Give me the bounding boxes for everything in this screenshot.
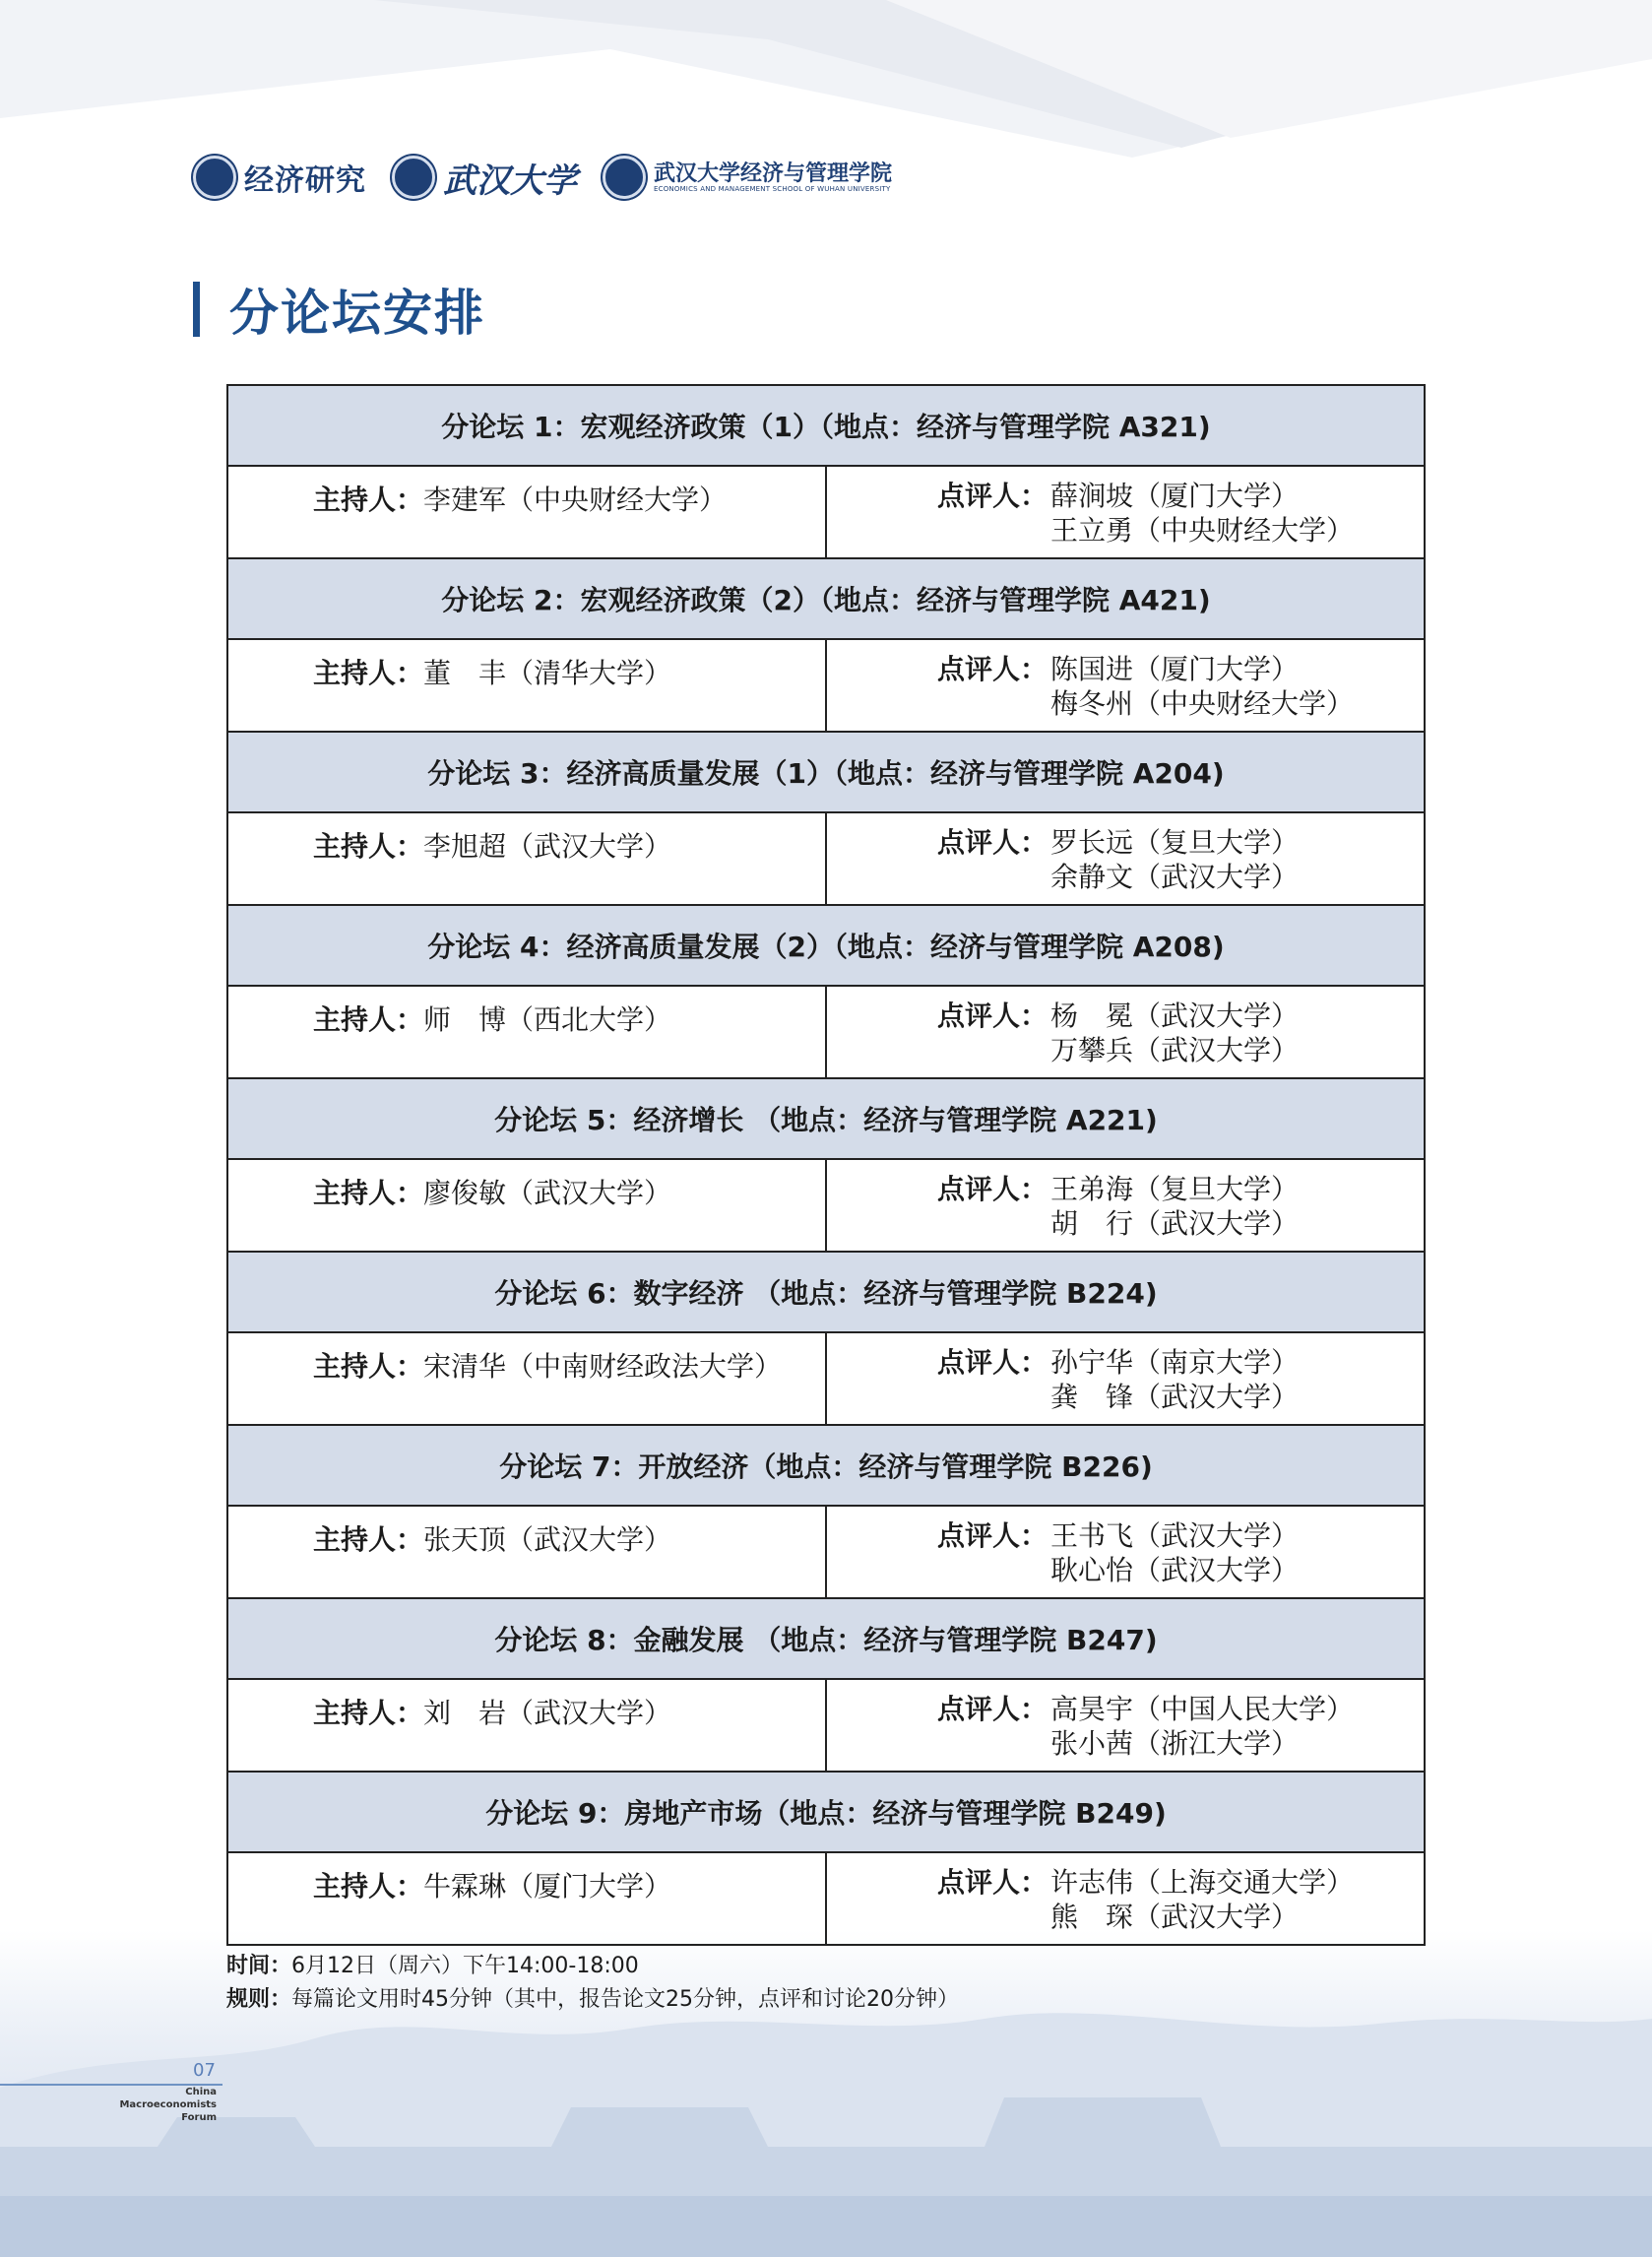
forum-header-row [227, 558, 1425, 639]
host-cell [227, 986, 826, 1078]
reviewer-name: 王立勇（中央财经大学） [1050, 514, 1355, 547]
reviewer-label-spacer [937, 686, 1050, 721]
forum-header-row [227, 385, 1425, 466]
reviewer-name: 王弟海（复旦大学） [1050, 1173, 1300, 1205]
logo3-en-text: ECONOMICS AND MANAGEMENT SCHOOL OF WUHAN UNIVERSITY [654, 185, 891, 193]
reviewer-label: 点评人： [937, 1173, 1048, 1205]
forum-name: China Macroeconomists Forum [119, 2087, 217, 2123]
forum-people-row [227, 466, 1425, 558]
economic-research-logo [193, 156, 366, 199]
seal-icon [603, 156, 646, 199]
reviewer-label-spacer [937, 1033, 1050, 1067]
forum-header-row [227, 732, 1425, 812]
reviewer-label-spacer [937, 860, 1050, 894]
schedule-notes [226, 1950, 959, 2017]
reviewer-name: 余静文（武汉大学） [1050, 861, 1300, 893]
reviewer-label: 点评人： [937, 1866, 1048, 1899]
section-heading [193, 278, 485, 341]
logo3-cn-text: 武汉大学经济与管理学院 [654, 161, 893, 186]
forum-title: 分论坛 4：经济高质量发展（2）（地点：经济与管理学院 A208) [227, 905, 1425, 986]
reviewer-cell [826, 1852, 1425, 1945]
host-label: 主持人： [313, 1177, 424, 1209]
host-cell [227, 1852, 826, 1945]
reviewer-cell [826, 1679, 1425, 1772]
reviewer-cell [826, 812, 1425, 905]
forum-people-row [227, 1332, 1425, 1425]
reviewer-cell [826, 1159, 1425, 1252]
top-decoration [0, 0, 1652, 167]
reviewer-label: 点评人： [937, 826, 1048, 859]
forum-header-row [227, 1252, 1425, 1332]
forum-people-row [227, 1679, 1425, 1772]
host-cell [227, 639, 826, 732]
reviewer-label: 点评人： [937, 1000, 1048, 1032]
forum-header-row [227, 1772, 1425, 1852]
host-name: 李旭超（武汉大学） [423, 830, 672, 863]
host-cell [227, 1679, 826, 1772]
forum-title: 分论坛 2：宏观经济政策（2）（地点：经济与管理学院 A421) [227, 558, 1425, 639]
forum-title: 分论坛 5：经济增长 （地点：经济与管理学院 A221) [227, 1078, 1425, 1159]
host-name: 李建军（中央财经大学） [423, 484, 728, 516]
reviewer-name: 罗长远（复旦大学） [1050, 826, 1300, 859]
rule-note: 规则：每篇论文用时45分钟（其中，报告论文25分钟，点评和讨论20分钟） [226, 1987, 960, 2012]
reviewer-name: 龚 锋（武汉大学） [1050, 1381, 1300, 1413]
forum-header-row [227, 1425, 1425, 1506]
forum-header-row [227, 1078, 1425, 1159]
reviewer-label-spacer [937, 1380, 1050, 1414]
forum-title: 分论坛 3：经济高质量发展（1）（地点：经济与管理学院 A204) [227, 732, 1425, 812]
forum-header-row [227, 1598, 1425, 1679]
reviewer-label-spacer [937, 1553, 1050, 1587]
reviewer-name: 王书飞（武汉大学） [1050, 1519, 1300, 1552]
host-name: 廖俊敏（武汉大学） [423, 1177, 672, 1209]
forum-title: 分论坛 9：房地产市场（地点：经济与管理学院 B249) [227, 1772, 1425, 1852]
reviewer-cell [826, 466, 1425, 558]
reviewer-name: 高昊宇（中国人民大学） [1050, 1693, 1355, 1725]
host-cell [227, 1332, 826, 1425]
host-cell [227, 1506, 826, 1598]
reviewer-name: 薛涧坡（厦门大学） [1050, 480, 1300, 512]
forum-people-row [227, 812, 1425, 905]
time-note: 时间：6月12日（周六）下午14:00-18:00 [226, 1954, 639, 1978]
reviewer-label-spacer [937, 1206, 1050, 1241]
seal-icon [392, 156, 435, 199]
reviewer-label: 点评人： [937, 1346, 1048, 1379]
seal-icon [193, 156, 236, 199]
forum-people-row [227, 986, 1425, 1078]
host-label: 主持人： [313, 1523, 424, 1556]
host-cell [227, 466, 826, 558]
reviewer-label-spacer [937, 513, 1050, 548]
forum-title: 分论坛 8：金融发展 （地点：经济与管理学院 B247) [227, 1598, 1425, 1679]
reviewer-name: 耿心怡（武汉大学） [1050, 1554, 1300, 1586]
reviewer-label: 点评人： [937, 1519, 1048, 1552]
forum-people-row [227, 639, 1425, 732]
host-name: 牛霖琳（厦门大学） [423, 1870, 672, 1902]
forum-title: 分论坛 7：开放经济（地点：经济与管理学院 B226) [227, 1425, 1425, 1506]
host-name: 张天顶（武汉大学） [423, 1523, 672, 1556]
forum-people-row [227, 1506, 1425, 1598]
host-label: 主持人： [313, 657, 424, 689]
reviewer-label-spacer [937, 1900, 1050, 1934]
reviewer-name: 杨 冕（武汉大学） [1050, 1000, 1300, 1032]
reviewer-name: 许志伟（上海交通大学） [1050, 1866, 1355, 1899]
reviewer-cell [826, 986, 1425, 1078]
reviewer-label: 点评人： [937, 480, 1048, 512]
host-name: 刘 岩（武汉大学） [423, 1697, 672, 1729]
forum-people-row [227, 1852, 1425, 1945]
host-name: 师 博（西北大学） [423, 1003, 672, 1036]
logo-bar [193, 148, 918, 207]
reviewer-name: 张小茜（浙江大学） [1050, 1727, 1300, 1760]
reviewer-name: 孙宁华（南京大学） [1050, 1346, 1300, 1379]
host-cell [227, 812, 826, 905]
page-number: 07 [193, 2060, 216, 2081]
reviewer-label: 点评人： [937, 653, 1048, 685]
reviewer-name: 陈国进（厦门大学） [1050, 653, 1300, 685]
host-name: 董 丰（清华大学） [423, 657, 672, 689]
reviewer-label: 点评人： [937, 1693, 1048, 1725]
reviewer-name: 熊 琛（武汉大学） [1050, 1901, 1300, 1933]
ems-whu-logo [603, 156, 892, 199]
reviewer-name: 万攀兵（武汉大学） [1050, 1034, 1300, 1066]
host-label: 主持人： [313, 830, 424, 863]
logo2-text: 武汉大学 [443, 161, 577, 201]
heading-accent-bar [193, 282, 200, 337]
host-name: 宋清华（中南财经政法大学） [423, 1350, 783, 1383]
reviewer-cell [826, 1506, 1425, 1598]
reviewer-cell [826, 639, 1425, 732]
host-label: 主持人： [313, 484, 424, 516]
forum-schedule-table [226, 384, 1426, 1946]
host-label: 主持人： [313, 1870, 424, 1902]
reviewer-label-spacer [937, 1726, 1050, 1761]
forum-people-row [227, 1159, 1425, 1252]
host-cell [227, 1159, 826, 1252]
forum-title: 分论坛 1：宏观经济政策（1）（地点：经济与管理学院 A321) [227, 385, 1425, 466]
reviewer-name: 梅冬州（中央财经大学） [1050, 687, 1355, 720]
reviewer-name: 胡 行（武汉大学） [1050, 1207, 1300, 1240]
host-label: 主持人： [313, 1350, 424, 1383]
logo1-text: 经济研究 [244, 163, 366, 198]
forum-header-row [227, 905, 1425, 986]
wuhan-university-logo [392, 154, 577, 202]
reviewer-cell [826, 1332, 1425, 1425]
host-label: 主持人： [313, 1003, 424, 1036]
forum-title: 分论坛 6：数字经济 （地点：经济与管理学院 B224) [227, 1252, 1425, 1332]
page-title: 分论坛安排 [229, 285, 485, 342]
host-label: 主持人： [313, 1697, 424, 1729]
